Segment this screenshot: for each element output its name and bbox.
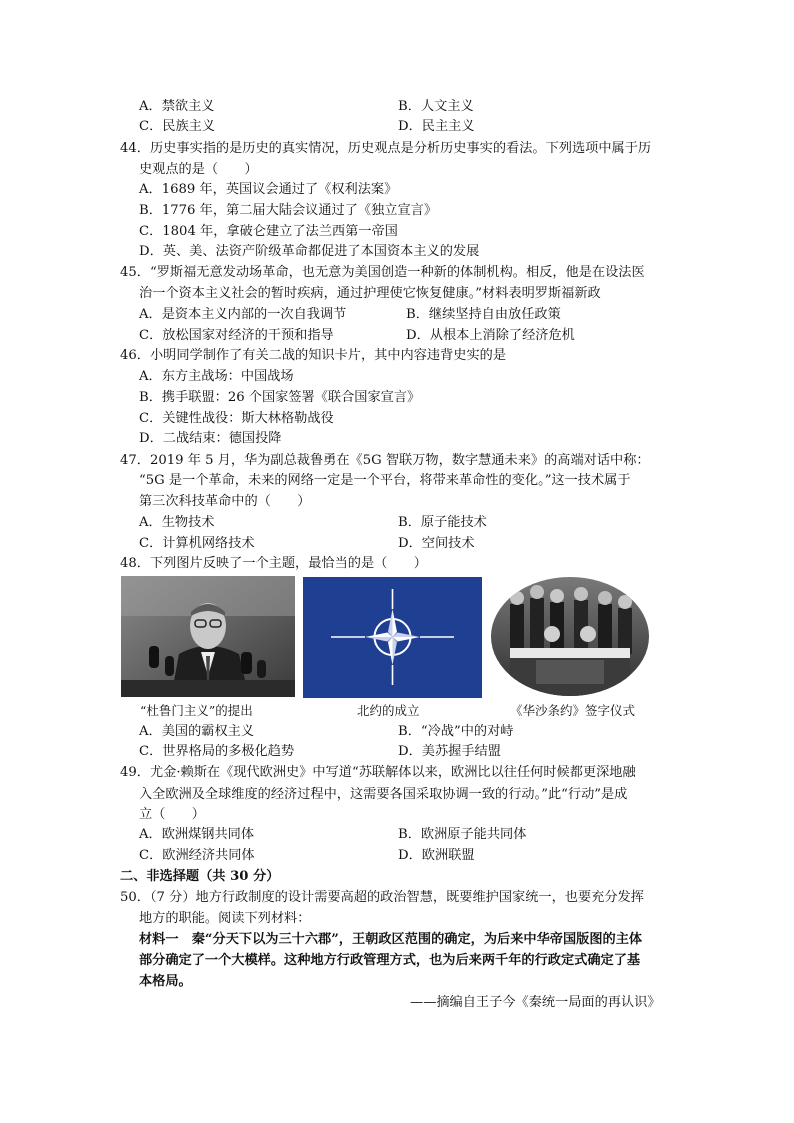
q47-option-a: A．生物技术 <box>139 515 215 530</box>
q49-stem-line1: 49．尤金·赖斯在《现代欧洲史》中写道“苏联解体以来，欧洲比以往任何时候都更深地融 <box>120 765 636 780</box>
q45-option-a: A．是资本主义内部的一次自我调节 <box>139 307 347 322</box>
q48-option-b: B．“冷战”中的对峙 <box>398 724 514 739</box>
q44-stem-line2: 史观点的是（ ） <box>139 162 258 177</box>
q50-stem-line1: 50．（7 分）地方行政制度的设计需要高超的政治智慧，既要维护国家统一，也要充分发挥 <box>120 890 644 905</box>
q46-option-c: C．关键性战役：斯大林格勒战役 <box>139 411 334 426</box>
q44-option-c: C．1804 年，拿破仑建立了法兰西第一帝国 <box>139 224 398 239</box>
q47-stem-line3: 第三次科技革命中的（ ） <box>139 494 311 509</box>
q48-option-a: A．美国的霸权主义 <box>139 724 255 739</box>
q45-stem-line1: 45．“罗斯福无意发动场革命，也无意为美国创造一种新的体制机构。相反，他是在设法医 <box>120 265 645 280</box>
q49-option-c: C．欧洲经济共同体 <box>139 848 255 863</box>
q46-option-d: D．二战结束：德国投降 <box>139 431 282 446</box>
q43-option-d: D．民主主义 <box>398 119 475 134</box>
q49-stem-line3: 立（ ） <box>139 807 205 822</box>
q47-option-d: D．空间技术 <box>398 536 475 551</box>
q47-stem-line1: 47．2019 年 5 月，华为副总裁鲁勇在《5G 智联万物，数字慧通未来》的高端对话中称： <box>120 453 650 468</box>
material1-line2: 部分确定了一个大模样。这种地方行政管理方式，也为后来两千年的行政定式确定了基 <box>139 953 641 968</box>
q46-option-b: B．携手联盟：26 个国家签署《联合国家宣言》 <box>139 390 421 405</box>
q45-option-b: B．继续坚持自由放任政策 <box>406 307 561 322</box>
q44-option-d: D．英、美、法资产阶级革命都促进了本国资本主义的发展 <box>139 244 480 259</box>
q48-stem: 48．下列图片反映了一个主题，最恰当的是（ ） <box>120 556 427 571</box>
photo-caption-warsaw: 《华沙条约》签字仪式 <box>510 703 636 718</box>
q45-stem-line2: 治一个资本主义社会的暂时疾病，通过护理使它恢复健康。”材料表明罗斯福新政 <box>139 286 601 301</box>
q43-option-c: C．民族主义 <box>139 119 216 134</box>
q44-option-a: A．1689 年，英国议会通过了《权利法案》 <box>139 182 398 197</box>
q46-stem: 46．小明同学制作了有关二战的知识卡片，其中内容违背史实的是 <box>120 348 507 363</box>
q44-stem-line1: 44．历史事实指的是历史的真实情况，历史观点是分析历史事实的看法。下列选项中属于历 <box>120 141 652 156</box>
q47-stem-line2: “5G 是一个革命，未来的网络一定是一个平台，将带来革命性的变化。”这一技术属于 <box>139 473 631 488</box>
q49-option-d: D．欧洲联盟 <box>398 848 475 863</box>
q43-option-b: B．人文主义 <box>398 99 474 114</box>
q45-option-d: D．从根本上消除了经济危机 <box>406 328 575 343</box>
nato-flag-image <box>303 577 482 698</box>
material1-source: ——摘编自王子今《秦统一局面的再认识》 <box>410 995 661 1010</box>
warsaw-pact-signing-photo <box>490 576 650 697</box>
truman-doctrine-photo <box>121 576 295 697</box>
q48-option-c: C．世界格局的多极化趋势 <box>139 744 295 759</box>
q46-option-a: A．东方主战场：中国战场 <box>139 369 294 384</box>
q49-option-b: B．欧洲原子能共同体 <box>398 827 527 842</box>
material1-line1: 材料一 秦“分天下以为三十六郡”，王朝政区范围的确定，为后来中华帝国版图的主体 <box>139 932 643 947</box>
q48-option-d: D．美苏握手结盟 <box>398 744 501 759</box>
q47-option-c: C．计算机网络技术 <box>139 536 255 551</box>
q47-option-b: B．原子能技术 <box>398 515 487 530</box>
section-heading: 二、非选择题（共 30 分） <box>120 869 280 884</box>
photo-caption-truman: “杜鲁门主义”的提出 <box>140 703 253 718</box>
q43-option-a: A．禁欲主义 <box>139 99 215 114</box>
q45-option-c: C．放松国家对经济的干预和指导 <box>139 328 334 343</box>
q49-stem-line2: 入全欧洲及全球维度的经济过程中，这需要各国采取协调一致的行动。”此“行动”是成 <box>139 787 628 802</box>
q44-option-b: B．1776 年，第二届大陆会议通过了《独立宣言》 <box>139 203 438 218</box>
q49-option-a: A．欧洲煤钢共同体 <box>139 827 255 842</box>
material1-line3: 本格局。 <box>139 974 192 989</box>
photo-caption-nato: 北约的成立 <box>357 703 420 718</box>
q50-stem-line2: 地方的职能。阅读下列材料： <box>139 911 311 926</box>
